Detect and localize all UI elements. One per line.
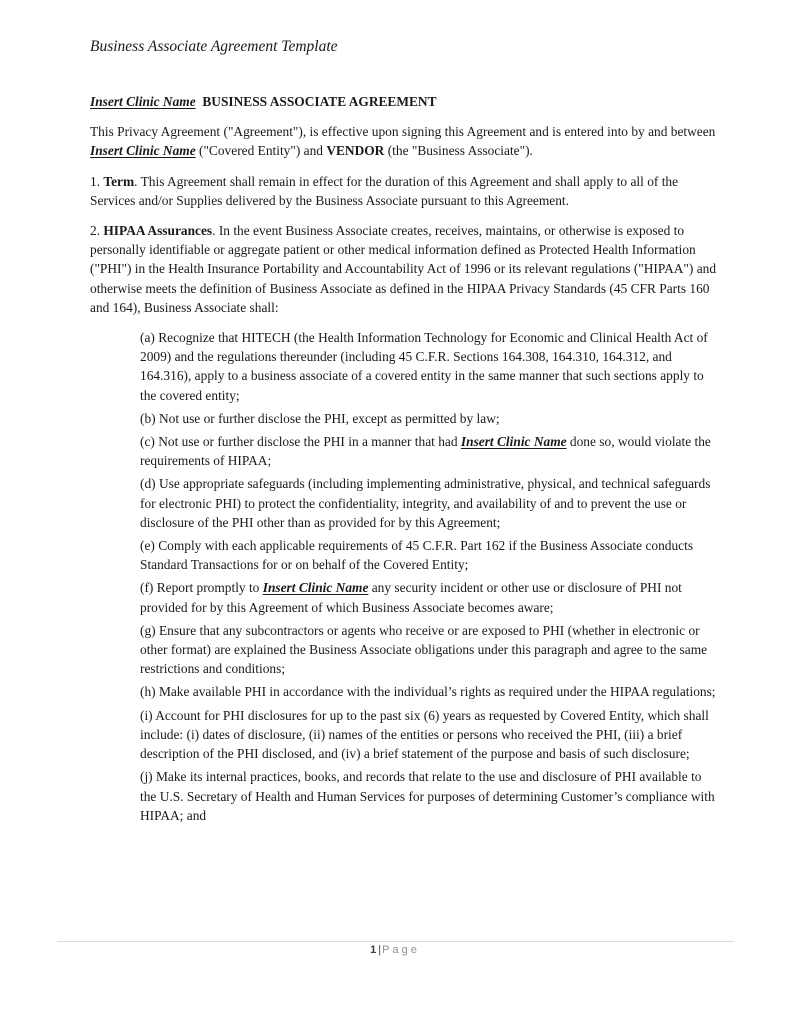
document-body bbox=[90, 92, 720, 825]
text-segment: (f) Report promptly to bbox=[140, 580, 263, 596]
text-segment: . In the event Business Associate creates, receives, maintains, or otherwise is exposed to personally identifiable or aggregate patient or other medical information defined as Protected Health Information ("PHI") in the Health Insurance Portability and Accountability Act of 1996 or its relevant regulations ("HIPAA") and otherwise meets the definition of Business Associate as defined in the HIPAA Privacy Standards (45 CFR Parts 160 and 164), Business Associate shall: bbox=[90, 223, 720, 315]
text-segment: HIPAA Assurances bbox=[103, 223, 213, 239]
footer-divider bbox=[57, 941, 734, 942]
item-h bbox=[140, 682, 720, 701]
document-header-title: Business Associate Agreement Template bbox=[90, 38, 338, 55]
section-1-term bbox=[90, 172, 720, 210]
section-2-hipaa-assurances bbox=[90, 221, 720, 317]
text-segment: 1. bbox=[90, 173, 104, 189]
text-segment: done so, would violate the requirements of HIPAA; bbox=[140, 434, 715, 469]
intro-paragraph bbox=[90, 122, 720, 160]
text-segment: This Privacy Agreement ("Agreement"), is effective upon signing this Agreement and is entered into by and between bbox=[90, 124, 719, 140]
item-b bbox=[140, 409, 720, 428]
text-segment: (d) Use appropriate safeguards (including implementing administrative, physical, and technical safeguards for electronic PHI) to protect the confidentiality, integrity, and availability of and to prevent the use or disclosure of the PHI other than as provided for by this Agreement; bbox=[140, 476, 714, 530]
text-segment: (e) Comply with each applicable requirements of 45 C.F.R. Part 162 if the Business Associate conducts Standard Transactions for or on behalf of the Covered Entity; bbox=[140, 538, 697, 573]
text-segment: (c) Not use or further disclose the PHI in a manner that had bbox=[140, 434, 461, 450]
text-segment: (i) Account for PHI disclosures for up to the past six (6) years as requested by Covered Entity, which shall include: (i) dates of disclosure, (ii) names of the entities or persons who received the PHI, (iii) a brief description of the PHI disclosed, and (iv) a brief statement of the purpose and basis of such disclosure; bbox=[140, 707, 713, 762]
text-segment: VENDOR bbox=[326, 143, 385, 159]
item-g bbox=[140, 621, 720, 679]
text-segment: 2. bbox=[90, 223, 104, 239]
text-segment: ("Covered Entity") and bbox=[195, 143, 327, 159]
clinic-name-placeholder: Insert Clinic Name bbox=[90, 94, 196, 109]
text-segment: (b) Not use or further disclose the PHI, except as permitted by law; bbox=[140, 410, 500, 426]
text-segment: (g) Ensure that any subcontractors or agents who receive or are exposed to PHI (whether in electronic or other format) are explained the Business Associate obligations under this paragraph and agree to the same restrictions and conditions; bbox=[140, 622, 711, 677]
text-segment: (h) Make available PHI in accordance with the individual’s rights as required under the HIPAA regulations; bbox=[140, 684, 716, 700]
item-i bbox=[140, 706, 720, 764]
text-segment: (a) Recognize that HITECH (the Health Information Technology for Economic and Clinical Health Act of 2009) and the regulations thereunder (including 45 C.F.R. Sections 164.308, 164.310, 164.312, and 164.316), apply to a business associate of a covered entity in the same manner that such sections apply to the covered entity; bbox=[140, 330, 712, 403]
item-d bbox=[140, 474, 720, 532]
document-title bbox=[90, 92, 720, 111]
text-segment: any security incident or other use or disclosure of PHI not provided for by this Agreement of which Business Associate becomes aware; bbox=[140, 580, 686, 615]
item-c bbox=[140, 432, 720, 470]
footer-separator: | bbox=[378, 944, 382, 956]
text-segment: BUSINESS ASSOCIATE AGREEMENT bbox=[202, 94, 437, 109]
item-a bbox=[140, 328, 720, 405]
text-segment: Term bbox=[103, 173, 135, 189]
clinic-name-placeholder: Insert Clinic Name bbox=[90, 143, 196, 159]
text-segment: . This Agreement shall remain in effect for the duration of this Agreement and shall apply to all of the Services and/or Supplies delivered by the Business Associate pursuant to this Agreement. bbox=[90, 173, 682, 208]
text-segment: (j) Make its internal practices, books, and records that relate to the use and disclosure of PHI available to the U.S. Secretary of Health and Human Services for purposes of determining Customer’s compliance with HIPAA; and bbox=[140, 769, 719, 823]
clinic-name-placeholder: Insert Clinic Name bbox=[262, 580, 369, 596]
item-j bbox=[140, 767, 720, 825]
page-number: 1 bbox=[370, 944, 377, 956]
item-e bbox=[140, 536, 720, 574]
footer-page-label: Page bbox=[382, 944, 420, 956]
text-segment: (the "Business Associate"). bbox=[384, 143, 533, 159]
item-f bbox=[140, 578, 720, 616]
clinic-name-placeholder: Insert Clinic Name bbox=[460, 434, 567, 450]
page-footer bbox=[0, 943, 790, 958]
